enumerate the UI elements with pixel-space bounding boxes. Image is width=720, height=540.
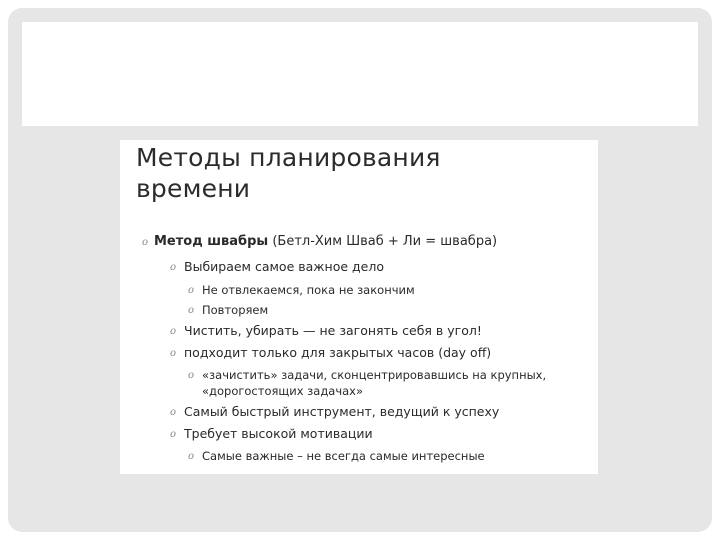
list-item: Самый быстрый инструмент, ведущий к успеху: [184, 404, 500, 419]
slide-content-image: [120, 140, 598, 474]
list-item: Не отвлекаемся, пока не закончим: [202, 283, 415, 297]
title-line-2: времени: [136, 174, 251, 203]
list-item-bold-prefix: Метод швабры: [154, 234, 269, 249]
list-item: «зачистить» задачи, сконцентрировавшись на крупных,: [202, 368, 547, 382]
list-item: подходит только для закрытых часов (day off): [184, 345, 492, 360]
bullet-marker-icon: o: [170, 348, 177, 359]
bullet-marker-icon: o: [170, 407, 177, 418]
slide-header-band: [22, 22, 698, 126]
list-item: Чистить, убирать — не загонять себя в угол!: [184, 323, 482, 338]
list-item: [154, 234, 497, 250]
bullet-marker-icon: o: [170, 262, 177, 273]
list-item-continuation: «дорогостоящих задачах»: [202, 384, 364, 398]
bullet-marker-icon: o: [188, 285, 195, 296]
list-item-text: (Бетл-Хим Шваб + Ли = швабра): [268, 234, 498, 249]
list-item: Требует высокой мотивации: [184, 426, 373, 441]
bullet-marker-icon: o: [188, 451, 195, 462]
bullet-marker-icon: o: [142, 237, 149, 248]
title-line-1: Методы планирования: [136, 143, 441, 172]
list-item: Самые важные – не всегда самые интересные: [202, 449, 485, 463]
list-item: Выбираем самое важное дело: [184, 259, 384, 274]
slide-title: [136, 142, 586, 204]
list-item: Повторяем: [202, 303, 269, 317]
bullet-marker-icon: o: [188, 305, 195, 316]
bullet-marker-icon: o: [170, 326, 177, 337]
bullet-marker-icon: o: [188, 370, 195, 381]
bullet-marker-icon: o: [170, 429, 177, 440]
